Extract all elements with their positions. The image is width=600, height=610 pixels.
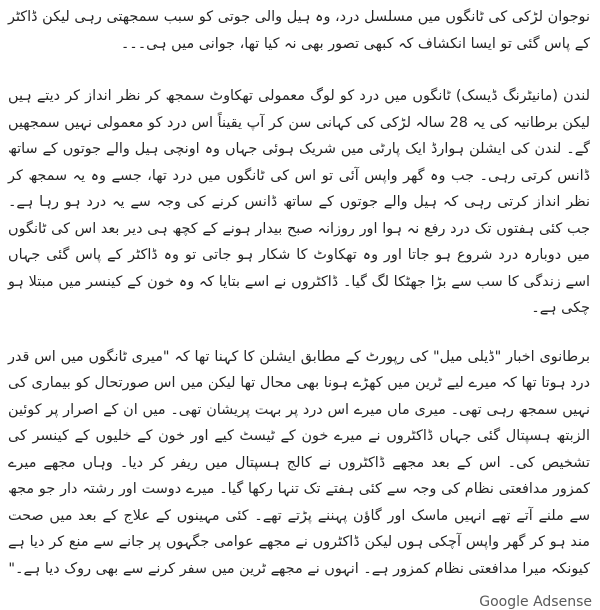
article-body	[8, 4, 590, 604]
article-headline-paragraph: نوجوان لڑکی کی ٹانگوں میں مسلسل درد، وہ ہیل والی جوتی کو سبب سمجھتی رہی لیکن ڈاکٹر کے پاس گئی تو ایسا انکشاف کہ کبھی تصور بھی نہ کیا تھا، جوانی میں ہی۔۔۔	[8, 9, 590, 52]
article-paragraph: لندن (مانیٹرنگ ڈیسک) ٹانگوں میں درد کو لوگ معمولی تھکاوٹ سمجھ کر نظر انداز کر دیتے ہیں لیکن برطانیہ کی یہ 28 سالہ لڑکی کی کہانی سن کر آپ یقیناً اس درد کو معمولی نہیں سمجھیں گے۔ لندن کی ایشلن ہوارڈ ایک پارٹی میں شریک ہوئی جہاں وہ اونچی ہیل والے جوتوں کے ساتھ ڈانس کرتی رہی۔ جب وہ گھر واپس آئی تو اس کی ٹانگوں میں درد تھا، جسے وہ یہ سمجھ کر نظر انداز کرتی رہی کہ ہیل والے جوتوں کے ساتھ ڈانس کرنے کی وجہ سے یہ درد ہو رہا ہے۔ جب کئی ہفتوں تک درد رفع نہ ہوا اور روزانہ صبح بیدار ہونے کے کچھ ہی دیر بعد اس کی ٹانگوں میں دوبارہ درد شروع ہو جاتا اور وہ تھکاوٹ کا شکار ہو جاتی تو وہ ڈاکٹر کے پاس گئی جہاں اسے زندگی کا سب سے بڑا جھٹکا لگ گیا۔ ڈاکٹروں نے اسے بتایا کہ وہ خون کے کینسر میں مبتلا ہو چکی ہے۔	[8, 88, 590, 316]
cropped-footer-text: Google Adsense	[479, 594, 592, 610]
article-paragraph: برطانوی اخبار "ڈیلی میل" کی رپورٹ کے مطابق ایشلن کا کہنا تھا کہ "میری ٹانگوں میں اس قدر درد ہوتا تھا کہ میرے لیے ٹرین میں کھڑے ہونا بھی محال تھا لیکن میں اس صورتحال کو بیماری کی نہیں سمجھ رہی تھی۔ میری ماں میرے اس درد پر بہت پریشان تھی۔ میں ان کے اصرار پر کوئین الزبتھ ہسپتال گئی جہاں ڈاکٹروں نے میرے خون کے ٹیسٹ کیے اور خون کے خلیوں کے کینسر کی تشخیص کی۔ اس کے بعد مجھے ڈاکٹروں نے کالج ہسپتال میں ریفر کر دیا۔ وہاں مجھے میرے کمزور مدافعتی نظام کی وجہ سے کئی ہفتے تک تنہا رکھا گیا۔ میرے دوست اور رشتہ دار جو مجھ سے ملنے آتے تھے انہیں ماسک اور گاؤن پہننے پڑتے تھے۔ کئی مہینوں کے علاج کے بعد میں صحت مند ہو کر گھر واپس آچکی ہوں لیکن ڈاکٹروں نے مجھے عوامی جگہوں پر جانے سے منع کر دیا ہے کیونکہ میرا مدافعتی نظام کمزور ہے۔ انہوں نے مجھے ٹرین میں سفر کرنے سے بھی روک دیا ہے۔"	[8, 348, 590, 577]
